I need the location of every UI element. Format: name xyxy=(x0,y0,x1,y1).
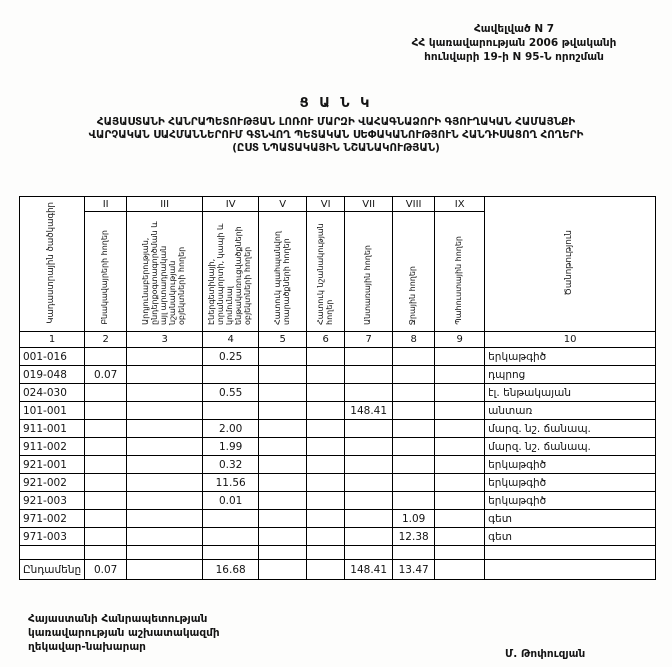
cell-area-value xyxy=(393,492,435,510)
cell-area-value xyxy=(435,402,485,420)
cell-note xyxy=(485,560,656,580)
table-row xyxy=(20,420,656,438)
cell-note: անտառ xyxy=(485,402,656,420)
cell-area-value xyxy=(127,528,203,546)
cell-area-value xyxy=(259,492,307,510)
table-row xyxy=(20,348,656,366)
signature-name: Մ. Թոփուզյան xyxy=(505,648,586,660)
header-reserve-lands: Պահուստային հողեր xyxy=(435,212,485,332)
col-number: 6 xyxy=(307,332,345,348)
table-row xyxy=(20,456,656,474)
cell-note: գետ xyxy=(485,528,656,546)
cell-note: երկաթգիծ xyxy=(485,456,656,474)
cell-area-value xyxy=(345,510,393,528)
cell-area-value xyxy=(435,510,485,528)
cell-area-value xyxy=(259,528,307,546)
cell-area-value: 148.41 xyxy=(345,560,393,580)
cell-area-value: 2.00 xyxy=(203,420,259,438)
cell-area-value xyxy=(127,348,203,366)
cell-area-value xyxy=(307,510,345,528)
cell-area-value xyxy=(435,366,485,384)
cell-area-value xyxy=(127,420,203,438)
cell-cadastral-code: 019-048 xyxy=(20,366,85,384)
cell-area-value xyxy=(307,420,345,438)
appendix-line-1: Հավելված N 7 xyxy=(473,23,555,35)
cell-area-value: 0.25 xyxy=(203,348,259,366)
cell-area-value xyxy=(435,528,485,546)
cell-area-value xyxy=(259,456,307,474)
cell-area-value xyxy=(307,384,345,402)
cell-area-value xyxy=(307,492,345,510)
cell-cadastral-code: 911-002 xyxy=(20,438,85,456)
cell-area-value xyxy=(127,366,203,384)
cell-area-value xyxy=(203,546,259,560)
cell-note: երկաթգիծ xyxy=(485,492,656,510)
cell-area-value xyxy=(435,348,485,366)
appendix-line-2: ՀՀ կառավարության 2006 թվականի xyxy=(411,37,617,50)
cell-area-value xyxy=(127,384,203,402)
header-protected-lands: Հատուկ պահպանվող տարածքների հողեր xyxy=(259,212,307,332)
cell-area-value xyxy=(259,474,307,492)
cell-area-value xyxy=(307,560,345,580)
cell-cadastral-code: 024-030 xyxy=(20,384,85,402)
cell-area-value xyxy=(307,546,345,560)
cell-area-value xyxy=(203,510,259,528)
document-title: Ց Ա Ն Կ xyxy=(299,96,373,111)
cell-area-value xyxy=(307,366,345,384)
cell-area-value xyxy=(307,456,345,474)
header-notes-label: Ծանոթություն xyxy=(564,229,575,296)
cell-area-value xyxy=(85,456,127,474)
cell-area-value: 11.56 xyxy=(203,474,259,492)
cell-area-value xyxy=(127,560,203,580)
cell-area-value xyxy=(259,366,307,384)
cell-area-value xyxy=(345,438,393,456)
total-row xyxy=(20,560,656,580)
col-number: 9 xyxy=(435,332,485,348)
table-row xyxy=(20,510,656,528)
cell-note: էլ. ենթակայան xyxy=(485,384,656,402)
roman-numeral-row xyxy=(20,197,656,212)
cell-area-value xyxy=(259,384,307,402)
cell-area-value xyxy=(435,474,485,492)
cell-area-value xyxy=(259,402,307,420)
cell-area-value: 12.38 xyxy=(393,528,435,546)
cell-cadastral-code: 101-001 xyxy=(20,402,85,420)
cell-area-value xyxy=(345,492,393,510)
col-number: 2 xyxy=(85,332,127,348)
cell-area-value xyxy=(393,474,435,492)
subtitle-line-3: (ԸՍՏ ՆՊԱՏԱԿԱՅԻՆ ՆՇԱՆԱԿՈՒԹՅԱՆ) xyxy=(232,142,440,155)
col-number: 3 xyxy=(127,332,203,348)
cell-area-value: 0.32 xyxy=(203,456,259,474)
cell-area-value xyxy=(435,492,485,510)
cell-area-value xyxy=(85,528,127,546)
cell-area-value xyxy=(85,474,127,492)
cell-cadastral-code: 911-001 xyxy=(20,420,85,438)
cell-area-value: 0.55 xyxy=(203,384,259,402)
cell-area-value xyxy=(345,546,393,560)
roman-col-5: V xyxy=(259,197,307,212)
cell-area-value xyxy=(127,456,203,474)
col-number: 8 xyxy=(393,332,435,348)
cell-note: երկաթգիծ xyxy=(485,474,656,492)
cell-area-value: 148.41 xyxy=(345,402,393,420)
cell-area-value xyxy=(203,528,259,546)
cell-area-value xyxy=(393,402,435,420)
header-notes xyxy=(485,197,656,332)
appendix-line-3: հունվարի 19-ի N 95-Ն որոշման xyxy=(424,51,604,64)
cell-area-value xyxy=(435,546,485,560)
cell-cadastral-code: 921-001 xyxy=(20,456,85,474)
cell-area-value xyxy=(435,420,485,438)
cell-area-value xyxy=(203,366,259,384)
cell-area-value xyxy=(345,420,393,438)
cell-area-value xyxy=(85,510,127,528)
subtitle-line-1: ՀԱՅԱՍՏԱՆԻ ՀԱՆՐԱՊԵՏՈՒԹՅԱՆ ԼՈՌՈՒ ՄԱՐԶԻ ՎԱՀԱԳՆԱՁՈՐԻ ԳՅՈՒՂԱԿԱՆ ՀԱՄԱՅՆՔԻ xyxy=(96,116,576,128)
document-subtitle-block xyxy=(0,116,672,156)
roman-col-4: IV xyxy=(203,197,259,212)
cell-cadastral-code: 001-016 xyxy=(20,348,85,366)
footer-signatory-block xyxy=(28,612,220,655)
cell-area-value xyxy=(127,492,203,510)
cell-area-value xyxy=(393,384,435,402)
footer-line-2: կառավարության աշխատակազմի xyxy=(28,627,220,640)
land-categories-table xyxy=(19,196,656,580)
col-number: 10 xyxy=(485,332,656,348)
cell-cadastral-code xyxy=(20,546,85,560)
cell-area-value xyxy=(259,348,307,366)
col-number: 5 xyxy=(259,332,307,348)
cell-cadastral-code: Ընդամենը xyxy=(20,560,85,580)
table-row xyxy=(20,474,656,492)
cell-area-value xyxy=(85,546,127,560)
roman-col-6: VI xyxy=(307,197,345,212)
table-row xyxy=(20,438,656,456)
cell-note: մարզ. նշ. ճանապ. xyxy=(485,420,656,438)
cell-area-value xyxy=(127,510,203,528)
header-forest-lands: Անտառային հողեր xyxy=(345,212,393,332)
subtitle-line-2: ՎԱՐՉԱԿԱՆ ՍԱՀՄԱՆՆԵՐՈՒՄ ԳՏՆՎՈՂ ՊԵՏԱԿԱՆ ՍԵՓԱԿԱՆՈՒԹՅՈՒՆ ՀԱՆԴԻՍԱՑՈՂ ՀՈՂԵՐԻ xyxy=(88,129,584,142)
header-cadastral-code-label: Կադաստրային ծածկագիր xyxy=(46,201,57,324)
col-number: 4 xyxy=(203,332,259,348)
cell-area-value xyxy=(393,366,435,384)
table-row xyxy=(20,402,656,420)
cell-area-value xyxy=(345,366,393,384)
cell-area-value xyxy=(127,438,203,456)
cell-area-value xyxy=(85,348,127,366)
cell-note: երկաթգիծ xyxy=(485,348,656,366)
cell-area-value xyxy=(307,402,345,420)
cell-note: մարզ. նշ. ճանապ. xyxy=(485,438,656,456)
cell-area-value xyxy=(345,474,393,492)
cell-area-value: 0.07 xyxy=(85,366,127,384)
cell-cadastral-code: 971-002 xyxy=(20,510,85,528)
cell-area-value xyxy=(345,384,393,402)
cell-area-value xyxy=(345,528,393,546)
header-industrial-lands: Արդյունաբերության, ընդերքօգտագործման և այլ արտադրական նշանակության օբյեկտների հողեր xyxy=(127,212,203,332)
roman-col-3: III xyxy=(127,197,203,212)
cell-area-value xyxy=(307,474,345,492)
cell-area-value xyxy=(85,492,127,510)
cell-area-value xyxy=(435,384,485,402)
table-row xyxy=(20,366,656,384)
cell-area-value xyxy=(127,402,203,420)
cell-area-value xyxy=(85,384,127,402)
cell-note: դպրոց xyxy=(485,366,656,384)
header-special-purpose-lands: Հատուկ նշանակության հողեր xyxy=(307,212,345,332)
cell-area-value: 1.09 xyxy=(393,510,435,528)
cell-area-value xyxy=(259,546,307,560)
cell-area-value xyxy=(85,402,127,420)
header-water-lands: Ջրային հողեր xyxy=(393,212,435,332)
cell-area-value: 13.47 xyxy=(393,560,435,580)
table-row xyxy=(20,528,656,546)
cell-area-value: 16.68 xyxy=(203,560,259,580)
cell-cadastral-code: 921-002 xyxy=(20,474,85,492)
roman-col-7: VII xyxy=(345,197,393,212)
cell-area-value xyxy=(393,420,435,438)
cell-area-value xyxy=(85,420,127,438)
cell-area-value xyxy=(127,474,203,492)
header-infrastructure-lands: Էներգետիկայի, տրանսպորտի, կապի և կոմունալ ենթակառուցվածքների օբյեկտների հողեր xyxy=(203,212,259,332)
cell-note xyxy=(485,546,656,560)
table-row xyxy=(20,492,656,510)
footer-line-3: ղեկավար-նախարար xyxy=(28,641,146,654)
cell-area-value xyxy=(435,456,485,474)
cell-area-value xyxy=(307,528,345,546)
empty-row xyxy=(20,546,656,560)
cell-area-value: 0.07 xyxy=(85,560,127,580)
column-number-row xyxy=(20,332,656,348)
table-row xyxy=(20,384,656,402)
cell-area-value xyxy=(259,420,307,438)
header-cadastral-code xyxy=(20,197,85,332)
footer-line-1: Հայաստանի Հանրապետության xyxy=(28,613,208,625)
cell-area-value: 1.99 xyxy=(203,438,259,456)
cell-area-value xyxy=(393,456,435,474)
cell-area-value xyxy=(259,560,307,580)
cell-area-value xyxy=(393,546,435,560)
cell-area-value xyxy=(127,546,203,560)
cell-note: գետ xyxy=(485,510,656,528)
cell-cadastral-code: 971-003 xyxy=(20,528,85,546)
cell-area-value xyxy=(85,438,127,456)
cell-area-value xyxy=(393,438,435,456)
roman-col-9: IX xyxy=(435,197,485,212)
roman-col-2: II xyxy=(85,197,127,212)
cell-area-value xyxy=(345,348,393,366)
col-number: 7 xyxy=(345,332,393,348)
cell-cadastral-code: 921-003 xyxy=(20,492,85,510)
cell-area-value: 0.01 xyxy=(203,492,259,510)
cell-area-value xyxy=(259,510,307,528)
appendix-reference-block xyxy=(380,22,648,65)
cell-area-value xyxy=(345,456,393,474)
cell-area-value xyxy=(435,438,485,456)
cell-area-value xyxy=(393,348,435,366)
cell-area-value xyxy=(307,438,345,456)
roman-col-8: VIII xyxy=(393,197,435,212)
header-settlement-lands: Բնակավայրերի հողեր xyxy=(85,212,127,332)
cell-area-value xyxy=(435,560,485,580)
cell-area-value xyxy=(259,438,307,456)
cell-area-value xyxy=(307,348,345,366)
cell-area-value xyxy=(203,402,259,420)
col-number: 1 xyxy=(20,332,85,348)
